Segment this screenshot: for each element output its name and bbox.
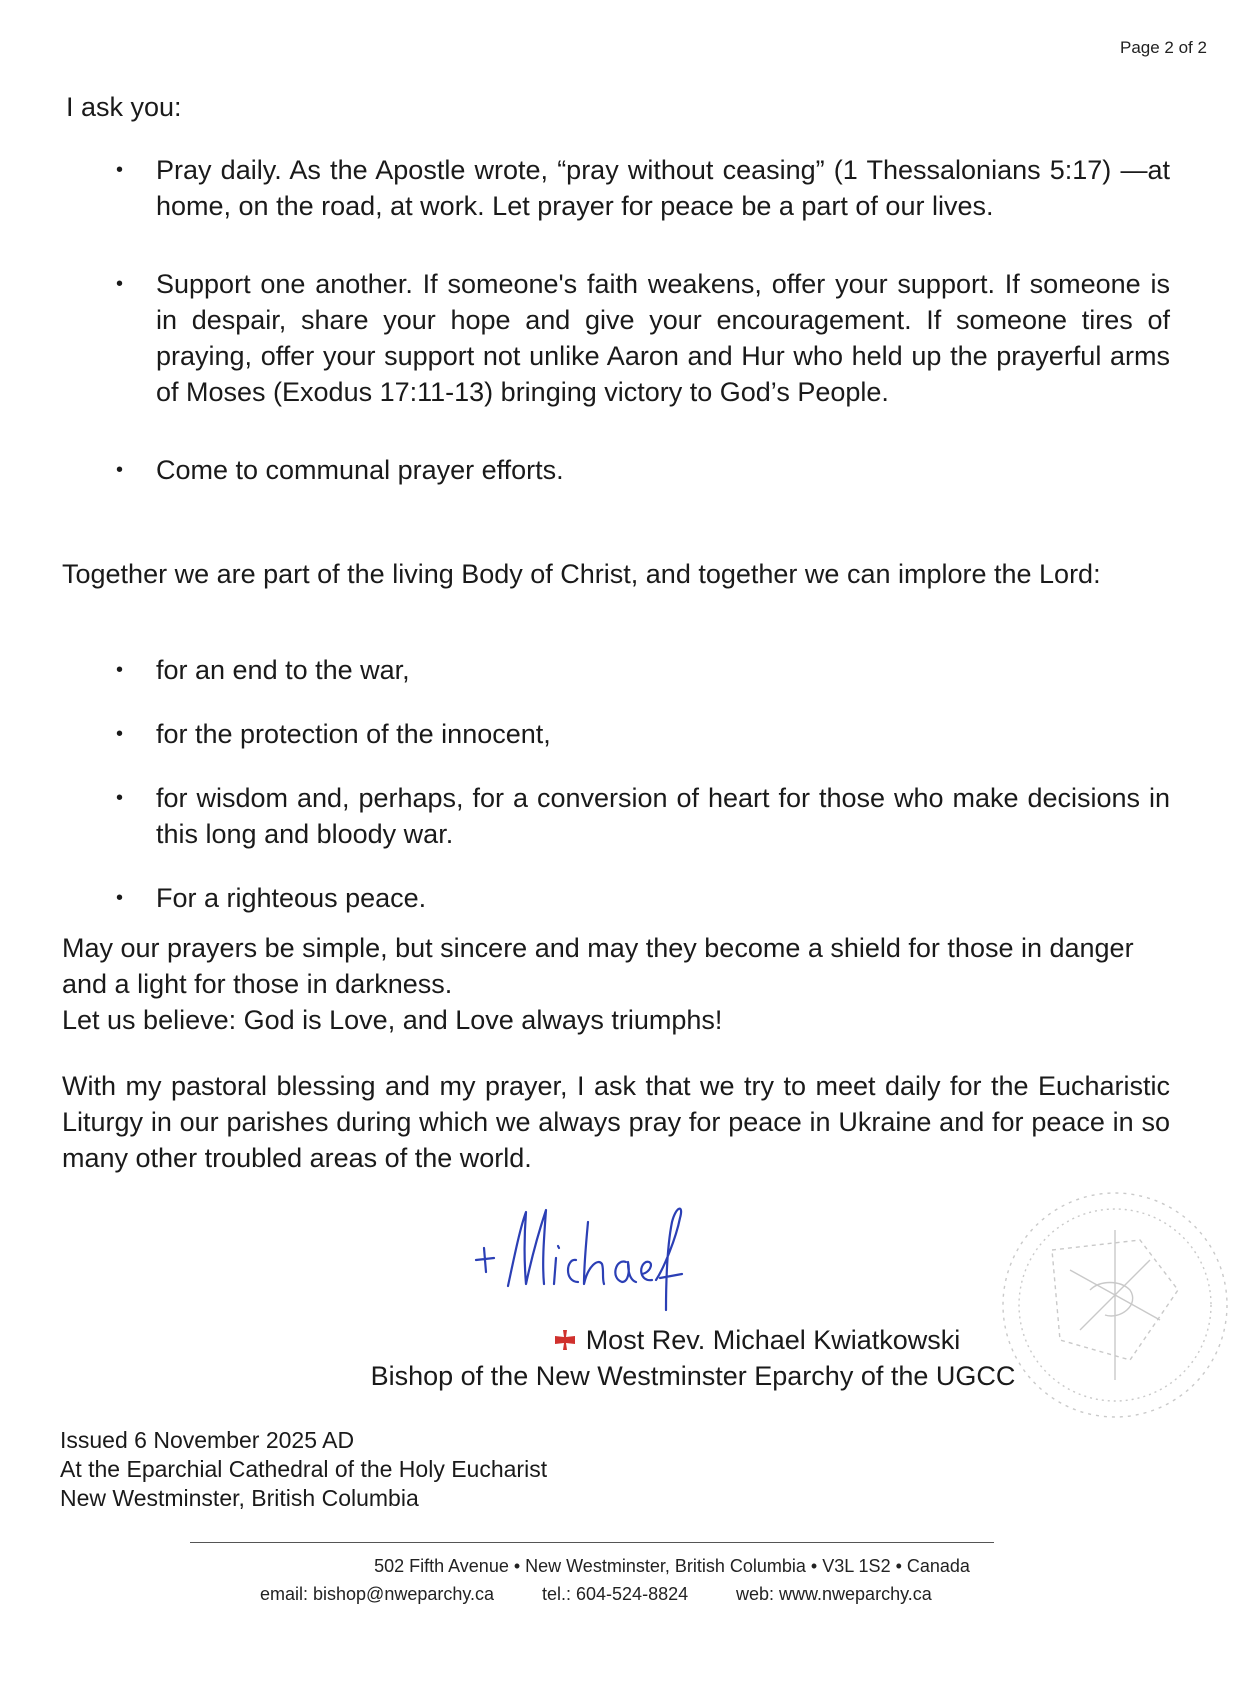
list-item: • Support one another. If someone's faith weakens, offer your support. If someone is in despair, share your hope and give your encouragement. If someone tires of praying, offer your support not unlike Aaron and Hur who held up the prayerful arms of Moses (Exodus 17:11-13) bringing victory to God’s People. (110, 266, 1170, 410)
together-paragraph: Together we are part of the living Body of Christ, and together we can implore the Lord: (62, 559, 1101, 589)
closing-paragraph: May our prayers be simple, but sincere and may they become a shield for those in danger and a light for those in darkness. (62, 933, 1134, 999)
intro-text: I ask you: (66, 92, 182, 122)
list-item: • for an end to the war, (110, 652, 1170, 688)
issued-city: New Westminster, British Columbia (60, 1485, 419, 1511)
list-item: • for wisdom and, perhaps, for a conversion of heart for those who make decisions in this long and bloody war. (110, 780, 1170, 852)
list-item: • Pray daily. As the Apostle wrote, “pray without ceasing” (1 Thessalonians 5:17) —at home, on the road, at work. Let prayer for peace be a part of our lives. (110, 152, 1170, 224)
list-item: • For a righteous peace. (110, 880, 1170, 916)
footer-tel[interactable]: tel.: 604-524-8824 (542, 1584, 689, 1604)
signer-name: Most Rev. Michael Kwiatkowski (585, 1325, 961, 1355)
footer-web[interactable]: web: www.nweparchy.ca (736, 1584, 932, 1604)
issued-date: Issued 6 November 2025 AD (60, 1427, 355, 1453)
footer-address: 502 Fifth Avenue • New Westminster, British Columbia • V3L 1S2 • Canada (374, 1556, 970, 1576)
handwritten-signature (470, 1198, 730, 1316)
cross-icon (554, 1329, 576, 1351)
footer-divider (190, 1542, 994, 1543)
list-item: • for the protection of the innocent, (110, 716, 1170, 752)
believe-line: Let us believe: God is Love, and Love always triumphs! (62, 1005, 723, 1035)
list-item: • Come to communal prayer efforts. (110, 452, 1170, 488)
intentions-list (110, 652, 1170, 944)
signature-block (0, 1322, 1244, 1394)
signer-title: Bishop of the New Westminster Eparchy of the UGCC (370, 1361, 1016, 1391)
requests-list (110, 152, 1170, 530)
page-number: Page 2 of 2 (1120, 38, 1207, 57)
signer-name-line (0, 1322, 1244, 1358)
issued-place: At the Eparchial Cathedral of the Holy Eucharist (60, 1456, 548, 1482)
footer (0, 1552, 1244, 1608)
issued-block (60, 1426, 547, 1513)
footer-contacts (0, 1580, 1244, 1608)
blessing-paragraph: With my pastoral blessing and my prayer, I ask that we try to meet daily for the Eucharistic Liturgy in our parishes during which we always pray for peace in Ukraine and for peace in so many other troubled areas of the world. (62, 1071, 1170, 1173)
footer-email[interactable]: email: bishop@nweparchy.ca (260, 1584, 495, 1604)
